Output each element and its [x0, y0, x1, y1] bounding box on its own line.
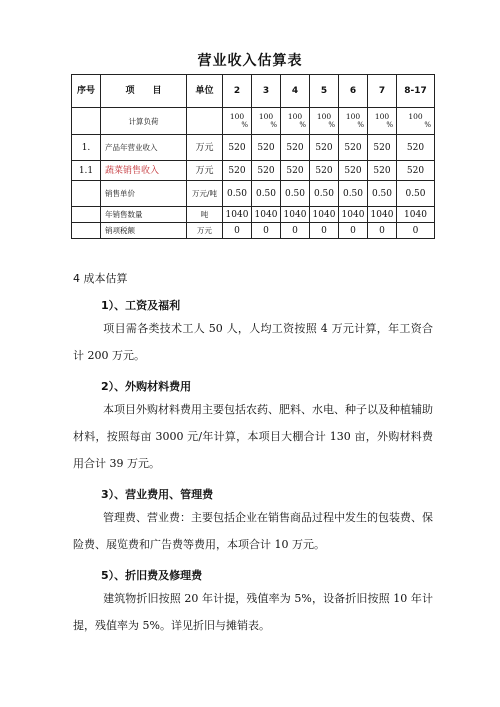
row-value: 0.50 [339, 181, 368, 207]
row-value: 520 [397, 161, 435, 181]
subsection-paragraph: 建筑物折旧按照 20 年计提，残值率为 5%，设备折旧按照 10 年计提，残值率为 5%。详见折旧与摊销表。 [73, 592, 433, 632]
row-value: 520 [281, 161, 310, 181]
row-item: 蔬菜销售收入 [101, 161, 187, 181]
row-seq [72, 207, 101, 223]
header-year: 5 [310, 75, 339, 108]
row-item: 销项税额 [101, 223, 187, 239]
row-value: 0 [281, 223, 310, 239]
row-value: 520 [252, 135, 281, 161]
load-value: 100 % [252, 108, 281, 135]
row-unit: 万元 [187, 161, 223, 181]
load-value: 100 % [339, 108, 368, 135]
row-value: 520 [223, 161, 252, 181]
subsection-title: 5）、折旧费及修理费 [101, 569, 203, 582]
subsection-paragraph: 项目需各类技术工人 50 人，人均工资按照 4 万元计算，年工资合计 200 万元。 [73, 322, 433, 362]
revenue-estimate-table [71, 74, 435, 239]
row-value: 520 [368, 135, 397, 161]
header-year: 4 [281, 75, 310, 108]
row-value: 0 [368, 223, 397, 239]
row-value: 0.50 [397, 181, 435, 207]
row-value: 520 [339, 135, 368, 161]
load-value: 100 % [223, 108, 252, 135]
load-label: 计算负荷 [101, 108, 187, 135]
row-value: 1040 [368, 207, 397, 223]
row-value: 0.50 [281, 181, 310, 207]
subsection-title: 2）、外购材料费用 [101, 380, 192, 393]
subsection-title: 3）、营业费用、管理费 [101, 488, 214, 501]
row-item: 年销售数量 [101, 207, 187, 223]
header-year: 8-17 [397, 75, 435, 108]
row-value: 0 [339, 223, 368, 239]
row-value: 520 [397, 135, 435, 161]
row-value: 0.50 [368, 181, 397, 207]
row-seq: 1. [72, 135, 101, 161]
load-value: 100 % [281, 108, 310, 135]
row-value: 520 [310, 161, 339, 181]
row-value: 0.50 [223, 181, 252, 207]
row-seq [72, 181, 101, 207]
table-row [72, 161, 435, 181]
table-title: 营业收入估算表 [197, 53, 303, 69]
row-unit: 万元 [187, 223, 223, 239]
row-value: 0 [252, 223, 281, 239]
row-value: 0 [223, 223, 252, 239]
row-value: 520 [339, 161, 368, 181]
row-seq [72, 223, 101, 239]
row-value: 0.50 [252, 181, 281, 207]
subsection-paragraph: 本项目外购材料费用主要包括农药、肥料、水电、种子以及种植辅助材料，按照每亩 3000 元/年计算，本项目大棚合计 130 亩，外购材料费用合计 39 万元。 [73, 403, 433, 470]
row-value: 520 [368, 161, 397, 181]
header-year: 3 [252, 75, 281, 108]
row-value: 0 [310, 223, 339, 239]
row-value: 0 [397, 223, 435, 239]
subsection-title: 1）、工资及福利 [101, 299, 181, 312]
row-value: 1040 [339, 207, 368, 223]
row-item: 销售单价 [101, 181, 187, 207]
subsection-paragraph: 管理费、营业费：主要包括企业在销售商品过程中发生的包装费、保险费、展览费和广告费等费用，本项合计 10 万元。 [73, 511, 433, 551]
load-row [72, 108, 435, 135]
row-value: 520 [310, 135, 339, 161]
header-year: 2 [223, 75, 252, 108]
row-value: 520 [223, 135, 252, 161]
row-value: 1040 [252, 207, 281, 223]
load-value: 100 % [397, 108, 435, 135]
row-unit: 万元 [187, 135, 223, 161]
row-value: 520 [252, 161, 281, 181]
table-row [72, 135, 435, 161]
row-seq: 1.1 [72, 161, 101, 181]
row-value: 1040 [310, 207, 339, 223]
table-row [72, 207, 435, 223]
table-row [72, 223, 435, 239]
table-header-row [72, 75, 435, 108]
load-value: 100 % [368, 108, 397, 135]
row-unit: 万元/吨 [187, 181, 223, 207]
header-unit: 单位 [187, 75, 223, 108]
row-value: 1040 [223, 207, 252, 223]
table-row [72, 181, 435, 207]
header-seq: 序号 [72, 75, 101, 108]
section-heading: 4 成本估算 [73, 272, 128, 285]
row-value: 1040 [397, 207, 435, 223]
row-value: 1040 [281, 207, 310, 223]
load-value: 100 % [310, 108, 339, 135]
header-year: 6 [339, 75, 368, 108]
header-item: 项 目 [101, 75, 187, 108]
row-value: 0.50 [310, 181, 339, 207]
row-item: 产品年营业收入 [101, 135, 187, 161]
row-value: 520 [281, 135, 310, 161]
header-year: 7 [368, 75, 397, 108]
row-unit: 吨 [187, 207, 223, 223]
